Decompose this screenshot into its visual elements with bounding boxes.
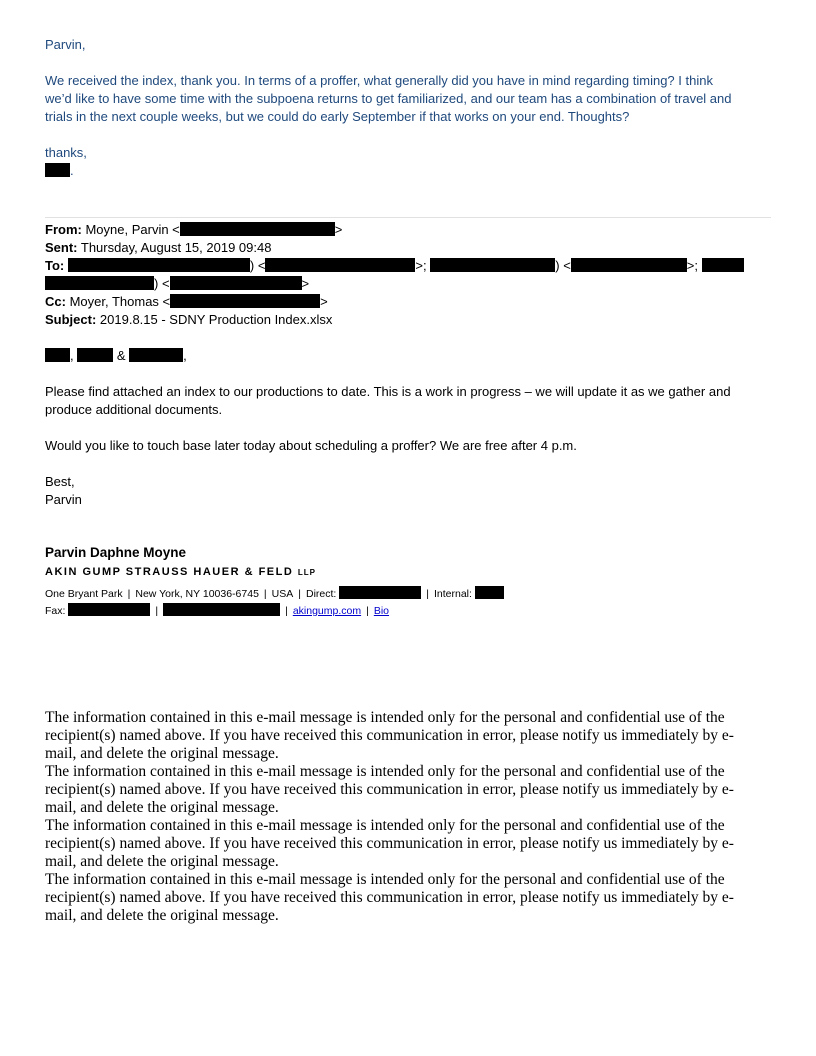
separator: | <box>263 588 267 600</box>
internal-label: Internal: <box>433 588 472 600</box>
redaction-block <box>77 348 113 362</box>
reply-closing: thanks, <box>45 145 87 160</box>
separator: | <box>366 605 369 617</box>
from-value: Moyne, Parvin < <box>85 222 180 237</box>
redaction-block <box>339 586 421 599</box>
redaction-block <box>45 276 154 290</box>
signature-contact-line <box>45 603 389 618</box>
website-link[interactable]: akingump.com <box>292 605 362 617</box>
redaction-block <box>180 222 335 236</box>
bio-link[interactable]: Bio <box>373 605 390 617</box>
redaction-block <box>68 603 150 616</box>
address-street: One Bryant Park <box>45 588 123 600</box>
redaction-block <box>68 258 250 272</box>
salutation-amp: & <box>116 348 126 363</box>
salutation-comma: , <box>70 348 74 363</box>
separator: | <box>127 588 131 600</box>
reply-body-line: we’d like to have some time with the subpoena returns to get familiarized, and our team has a combination of travel and <box>45 91 732 106</box>
to-separator: > <box>301 276 310 291</box>
reply-body-line: trials in the next couple weeks, but we could do early September if that works on your end. Thoughts? <box>45 109 630 124</box>
header-from <box>45 221 342 239</box>
redaction-block <box>571 258 687 272</box>
separator: | <box>285 605 288 617</box>
to-separator: ) < <box>154 276 170 291</box>
redaction-block <box>129 348 183 362</box>
disclaimer-paragraph: The information contained in this e-mail message is intended only for the personal and confidential use of the recipient(s) named above. If you have received this communication in error, please notify us immediately by e-mail, and delete the original message. <box>45 871 734 924</box>
disclaimer <box>45 709 765 925</box>
message-body-line: Please find attached an index to our productions to date. This is a work in progress – we will update it as we gather and <box>45 384 731 399</box>
from-suffix: > <box>334 222 343 237</box>
redaction-block <box>702 258 744 272</box>
redaction-block <box>45 163 70 177</box>
to-separator: >; <box>415 258 431 273</box>
message-salutation <box>45 347 187 365</box>
direct-label: Direct: <box>305 588 337 600</box>
salutation-end: , <box>183 348 187 363</box>
reply-body-line: We received the index, thank you. In terms of a proffer, what generally did you have in mind regarding timing? I think <box>45 73 713 88</box>
address-country: USA <box>271 588 294 600</box>
separator: | <box>155 605 159 617</box>
header-divider <box>45 217 771 218</box>
redaction-block <box>170 276 302 290</box>
redaction-block <box>265 258 415 272</box>
message-body-line: Would you like to touch base later today about scheduling a proffer? We are free after 4 p.m. <box>45 438 577 453</box>
redaction-block <box>163 603 280 616</box>
message-signoff: Best, <box>45 474 75 489</box>
signature-address-line <box>45 586 504 601</box>
header-to-continued <box>45 275 309 293</box>
message-signoff-name: Parvin <box>45 492 82 507</box>
fax-label: Fax: <box>45 605 66 617</box>
to-separator: ) < <box>555 258 571 273</box>
header-cc <box>45 293 328 311</box>
redaction-block <box>45 348 70 362</box>
signature-name: Parvin Daphne Moyne <box>45 545 187 560</box>
to-label: To: <box>45 258 65 273</box>
redaction-block <box>430 258 555 272</box>
sent-label: Sent: <box>45 240 78 255</box>
disclaimer-paragraph: The information contained in this e-mail message is intended only for the personal and confidential use of the recipient(s) named above. If you have received this communication in error, please notify us immediately by e-mail, and delete the original message. <box>45 709 734 762</box>
signature-firm <box>45 566 316 578</box>
subject-value: 2019.8.15 - SDNY Production Index.xlsx <box>99 312 333 327</box>
header-subject <box>45 311 332 329</box>
cc-label: Cc: <box>45 294 66 309</box>
separator: | <box>426 588 429 600</box>
address-city: New York, NY 10036-6745 <box>135 588 259 600</box>
disclaimer-paragraph: The information contained in this e-mail message is intended only for the personal and confidential use of the recipient(s) named above. If you have received this communication in error, please notify us immediately by e-mail, and delete the original message. <box>45 817 734 870</box>
header-to <box>45 257 744 275</box>
disclaimer-paragraph: The information contained in this e-mail message is intended only for the personal and confidential use of the recipient(s) named above. If you have received this communication in error, please notify us immediately by e-mail, and delete the original message. <box>45 763 734 816</box>
sent-value: Thursday, August 15, 2019 09:48 <box>80 240 272 255</box>
to-separator: >; <box>686 258 702 273</box>
message-body-line: produce additional documents. <box>45 402 223 417</box>
separator: | <box>298 588 301 600</box>
from-label: From: <box>45 222 82 237</box>
header-sent <box>45 239 271 257</box>
firm-name: AKIN GUMP STRAUSS HAUER & FELD <box>45 566 294 578</box>
reply-signer <box>45 162 74 180</box>
subject-label: Subject: <box>45 312 97 327</box>
closing-suffix: . <box>70 163 74 178</box>
cc-suffix: > <box>320 294 328 309</box>
redaction-block <box>475 586 504 599</box>
firm-suffix: LLP <box>297 568 316 577</box>
to-separator: ) < <box>249 258 266 273</box>
cc-value: Moyer, Thomas < <box>69 294 171 309</box>
reply-greeting: Parvin, <box>45 37 86 52</box>
redaction-block <box>170 294 320 308</box>
